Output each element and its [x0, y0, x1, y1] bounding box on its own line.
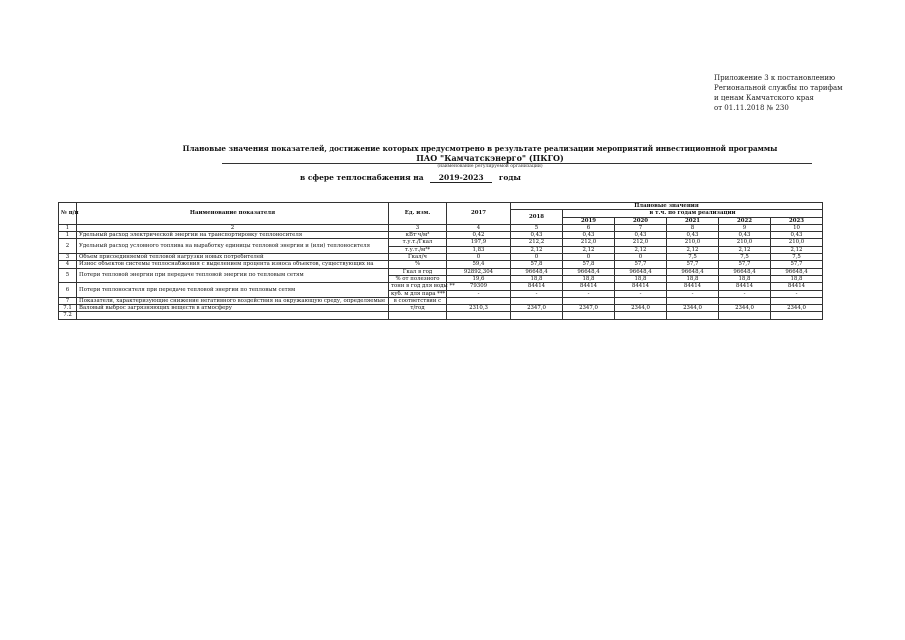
row-unit: Гкал в год [389, 268, 447, 275]
value-cell [563, 312, 615, 319]
value-cell: 212,2 [511, 239, 563, 246]
value-cell: 0 [447, 254, 511, 261]
value-cell: 84414 [615, 283, 667, 290]
value-cell: 0,43 [719, 232, 771, 239]
value-cell: 0,42 [447, 232, 511, 239]
value-cell: 0,43 [563, 232, 615, 239]
value-cell: 2344,0 [719, 305, 771, 312]
value-cell: 18,8 [615, 275, 667, 282]
header-2023: 2023 [771, 217, 823, 224]
value-cell [563, 297, 615, 304]
value-cell: 0 [615, 254, 667, 261]
value-cell: - [511, 290, 563, 297]
value-cell: 96648,4 [511, 268, 563, 275]
value-cell: 210,0 [771, 239, 823, 246]
table-row [59, 232, 823, 239]
value-cell: 92892,304 [447, 268, 511, 275]
value-cell: 212,0 [615, 239, 667, 246]
header-unit: Ед. изм. [389, 203, 447, 225]
value-cell [667, 312, 719, 319]
row-unit: куб. м для пара *** [389, 290, 447, 297]
header-2022: 2022 [719, 217, 771, 224]
sphere-years: 2019-2023 [430, 173, 492, 183]
row-unit: % [389, 261, 447, 268]
value-cell: - [563, 290, 615, 297]
header-by-years: в т.ч. по годам реализации [563, 210, 823, 217]
row-name: Валовый выброс загрязняющих веществ в атмосферу [77, 305, 389, 312]
value-cell: - [667, 290, 719, 297]
row-num: 2 [59, 239, 77, 254]
organization-name: ПАО "Камчатскэнерго" (ПКГО) [416, 153, 564, 163]
header-2017: 2017 [447, 203, 511, 225]
value-cell [447, 312, 511, 319]
value-cell [447, 297, 511, 304]
row-num: 7.2 [59, 312, 77, 319]
row-unit: т/год [389, 305, 447, 312]
value-cell: 2,12 [615, 246, 667, 253]
row-unit: % от полезного [389, 275, 447, 282]
row-num: 1 [59, 232, 77, 239]
organization-caption: (наименование регулируемой организации) [437, 164, 543, 169]
row-name: Удельный расход электрической энергии на транспортировку теплоносителя [77, 232, 389, 239]
value-cell: 79309 [447, 283, 511, 290]
header-2021: 2021 [667, 217, 719, 224]
value-cell: 96648,4 [667, 268, 719, 275]
value-cell: 2,12 [667, 246, 719, 253]
row-unit [389, 312, 447, 319]
row-num: 5 [59, 268, 77, 283]
value-cell: - [719, 290, 771, 297]
header-2019: 2019 [563, 217, 615, 224]
value-cell: 19,6 [447, 275, 511, 282]
value-cell: 0,43 [667, 232, 719, 239]
appendix-line: Приложение 3 к постановлению [714, 74, 836, 82]
column-number: 5 [511, 224, 563, 231]
value-cell: 0,43 [615, 232, 667, 239]
value-cell: 2347,0 [511, 305, 563, 312]
value-cell: 59,4 [447, 261, 511, 268]
sphere-suffix: годы [498, 173, 521, 182]
value-cell: 96648,4 [615, 268, 667, 275]
value-cell [511, 312, 563, 319]
value-cell: 2,12 [771, 246, 823, 253]
column-number: 6 [563, 224, 615, 231]
value-cell: 57,7 [667, 261, 719, 268]
value-cell: - [447, 290, 511, 297]
value-cell [615, 297, 667, 304]
appendix-line: от 01.11.2018 № 230 [714, 104, 789, 112]
value-cell: 57,7 [719, 261, 771, 268]
value-cell: - [615, 290, 667, 297]
value-cell: 57,8 [511, 261, 563, 268]
table-row [59, 312, 823, 319]
value-cell: 57,7 [771, 261, 823, 268]
table-row [59, 297, 823, 304]
row-num: 3 [59, 254, 77, 261]
sphere-line [300, 173, 521, 183]
value-cell: 2344,0 [615, 305, 667, 312]
value-cell: 84414 [771, 283, 823, 290]
header-2020: 2020 [615, 217, 667, 224]
appendix-line: и ценам Камчатского края [714, 94, 814, 102]
row-num: 4 [59, 261, 77, 268]
column-number: 7 [615, 224, 667, 231]
column-number: 4 [447, 224, 511, 231]
value-cell: 96648,4 [719, 268, 771, 275]
value-cell: 212,0 [563, 239, 615, 246]
indicators-table [58, 202, 823, 320]
value-cell: 84414 [667, 283, 719, 290]
document-title: Плановые значения показателей, достижение которых предусмотрено в результате реализации мероприятий инвестиционной программы [182, 144, 778, 153]
value-cell: 96648,4 [563, 268, 615, 275]
value-cell: 210,0 [719, 239, 771, 246]
column-number: 10 [771, 224, 823, 231]
row-unit: Гкал/ч [389, 254, 447, 261]
sphere-prefix: в сфере теплоснабжения на [300, 173, 424, 182]
value-cell: 2,12 [719, 246, 771, 253]
value-cell: 2344,0 [771, 305, 823, 312]
row-name: Объем присоединяемой тепловой нагрузки новых потребителей [77, 254, 389, 261]
table-row [59, 283, 823, 290]
table-row [59, 261, 823, 268]
value-cell: 18,8 [719, 275, 771, 282]
row-name: Потери тепловой энергии при передаче тепловой энергии по тепловым сетям [77, 268, 389, 283]
value-cell: 0,43 [771, 232, 823, 239]
table-row [59, 254, 823, 261]
value-cell: 84414 [511, 283, 563, 290]
appendix-line: Региональной службы по тарифам [714, 84, 843, 92]
header-num: № п/п [59, 203, 77, 225]
column-number: 3 [389, 224, 447, 231]
value-cell: 96648,4 [771, 268, 823, 275]
value-cell: 84414 [563, 283, 615, 290]
column-number: 2 [77, 224, 389, 231]
value-cell: 197,9 [447, 239, 511, 246]
header-planned: Плановые значения [511, 203, 823, 210]
value-cell: 84414 [719, 283, 771, 290]
value-cell: 2310,3 [447, 305, 511, 312]
row-unit: т.у.т./м³* [389, 246, 447, 253]
value-cell: 18,8 [563, 275, 615, 282]
value-cell [615, 312, 667, 319]
value-cell: 18,8 [667, 275, 719, 282]
value-cell: 57,7 [615, 261, 667, 268]
row-num: 7 [59, 297, 77, 304]
table-row [59, 239, 823, 246]
column-number: 9 [719, 224, 771, 231]
column-number-row [59, 224, 823, 231]
row-unit: т.у.т./Гкал [389, 239, 447, 246]
value-cell: 2344,0 [667, 305, 719, 312]
row-name [77, 312, 389, 319]
row-name: Удельный расход условного топлива на выработку единицы тепловой энергии и (или) теплоносителя [77, 239, 389, 254]
value-cell: 2347,0 [563, 305, 615, 312]
column-number: 8 [667, 224, 719, 231]
header-name: Наименование показателя [77, 203, 389, 225]
value-cell [719, 312, 771, 319]
column-number: 1 [59, 224, 77, 231]
value-cell: 7,5 [719, 254, 771, 261]
value-cell: 2,12 [563, 246, 615, 253]
row-unit: кВт·ч/м³ [389, 232, 447, 239]
value-cell [667, 297, 719, 304]
value-cell: 1,83 [447, 246, 511, 253]
value-cell [511, 297, 563, 304]
row-num: 6 [59, 283, 77, 298]
value-cell: 18,8 [771, 275, 823, 282]
value-cell [719, 297, 771, 304]
value-cell: 0 [563, 254, 615, 261]
appendix-note [714, 73, 843, 113]
row-name: Износ объектов системы теплоснабжения с выделением процента износа объектов, существующих на [77, 261, 389, 268]
value-cell: 2,12 [511, 246, 563, 253]
header-2018: 2018 [511, 210, 563, 225]
table-row [59, 305, 823, 312]
value-cell: 57,8 [563, 261, 615, 268]
row-name: Потери теплоносителя при передаче тепловой энергии по тепловым сетям [77, 283, 389, 298]
table-row [59, 268, 823, 275]
row-unit: в соответствии с [389, 297, 447, 304]
value-cell: 7,5 [771, 254, 823, 261]
row-name: Показатели, характеризующие снижение негативного воздействия на окружающую среду, определяемые [77, 297, 389, 304]
row-num: 7.1 [59, 305, 77, 312]
value-cell: 7,5 [667, 254, 719, 261]
value-cell [771, 312, 823, 319]
value-cell: 18,8 [511, 275, 563, 282]
value-cell: 210,0 [667, 239, 719, 246]
value-cell: 0 [511, 254, 563, 261]
value-cell: - [771, 290, 823, 297]
value-cell [771, 297, 823, 304]
row-unit: тонн в год для воды ** [389, 283, 447, 290]
value-cell: 0,43 [511, 232, 563, 239]
